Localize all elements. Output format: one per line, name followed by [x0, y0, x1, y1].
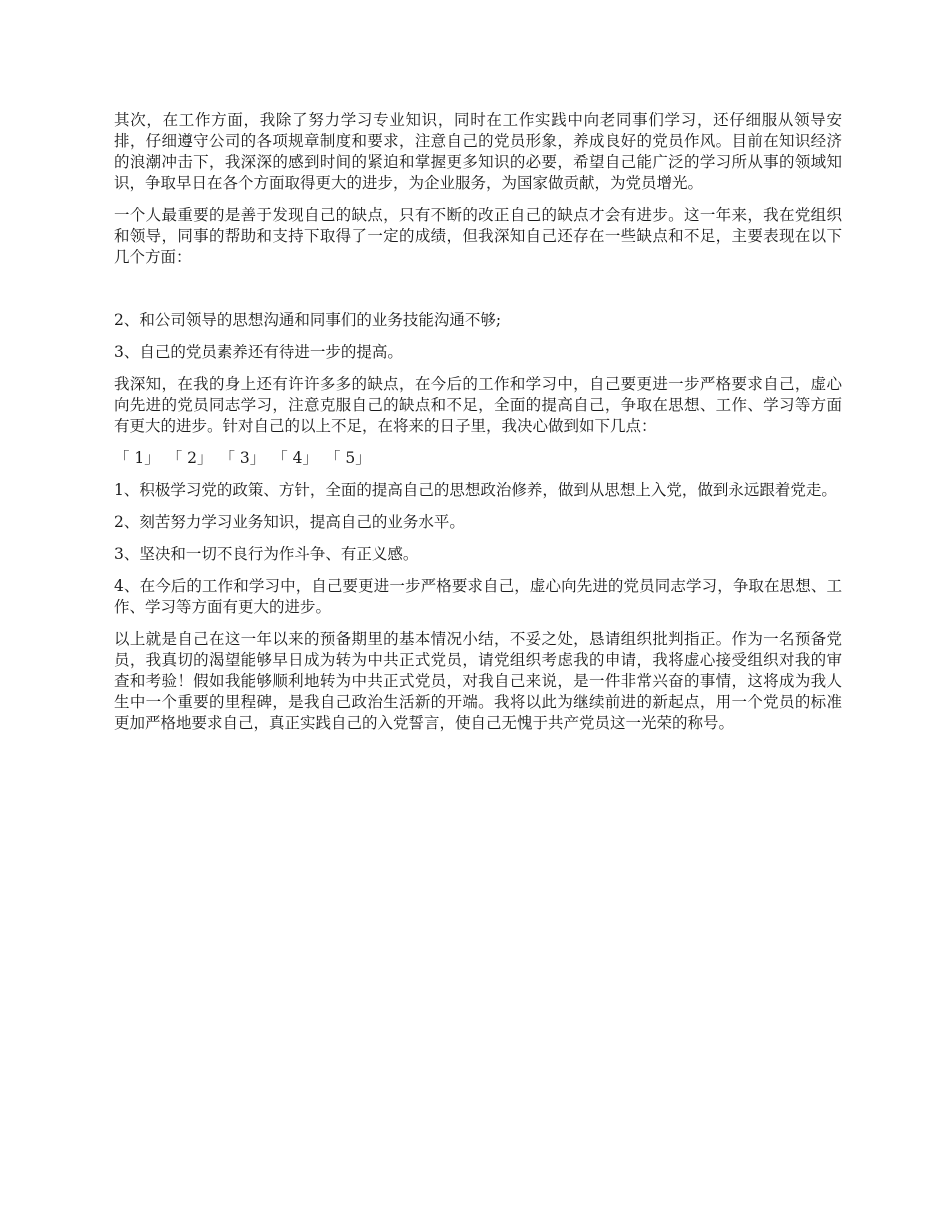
paragraph-work: 其次，在工作方面，我除了努力学习专业知识，同时在工作实践中向老同事们学习，还仔细服从领导安排，仔细遵守公司的各项规章制度和要求，注意自己的党员形象，养成良好的党员作风。目前在知识经济的浪潮冲击下，我深深的感到时间的紧迫和掌握更多知识的必要，希望自己能广泛的学习所从事的领域知识，争取早日在各个方面取得更大的进步，为企业服务，为国家做贡献，为党员增光。 — [114, 111, 842, 192]
resolution-item: 4、在今后的工作和学习中，自己要更进一步严格要求自己，虚心向先进的党员同志学习，争取在思想、工作、学习等方面有更大的进步。 — [114, 577, 842, 616]
resolution-item: 2、刻苦努力学习业务知识，提高自己的业务水平。 — [114, 513, 465, 531]
shortcoming-item: 3、自己的党员素养还有待进一步的提高。 — [114, 343, 403, 361]
marker-3: 「 3」 — [219, 449, 266, 467]
marker-5: 「 5」 — [324, 449, 371, 467]
paragraph-conclusion: 以上就是自己在这一年以来的预备期里的基本情况小结，不妥之处，恳请组织批判指正。作为一名预备党员，我真切的渴望能够早日成为转为中共正式党员，请党组织考虑我的申请，我将虚心接受组织对我的审查和考验！假如我能够顺利地转为中共正式党员，对我自己来说，是一件非常兴奋的事情，这将成为我人生中一个重要的里程碑，是我自己政治生活新的开端。我将以此为继续前进的新起点，用一个党员的标准更加严格地要求自己，真正实践自己的入党誓言，使自己无愧于共产党员这一光荣的称号。 — [114, 630, 842, 732]
blank-space — [114, 279, 842, 310]
paragraph-shortcomings-intro: 一个人最重要的是善于发现自己的缺点，只有不断的改正自己的缺点才会有进步。这一年来，我在党组织和领导，同事的帮助和支持下取得了一定的成绩，但我深知自己还存在一些缺点和不足，主要表现在以下几个方面： — [114, 206, 842, 266]
marker-2: 「 2」 — [166, 449, 213, 467]
paragraph-resolve-intro: 我深知，在我的身上还有许许多多的缺点，在今后的工作和学习中，自己要更进一步严格要求自己，虚心向先进的党员同志学习，注意克服自己的缺点和不足，全面的提高自己，争取在思想、工作、学习等方面有更大的进步。针对自己的以上不足，在将来的日子里，我决心做到如下几点： — [114, 375, 842, 435]
resolution-item: 3、坚决和一切不良行为作斗争、有正义感。 — [114, 545, 419, 563]
marker-4: 「 4」 — [272, 449, 318, 467]
resolution-item: 1、积极学习党的政策、方针，全面的提高自己的思想政治修养，做到从思想上入党，做到永远跟着党走。 — [114, 481, 837, 499]
marker-1: 「 1」 — [114, 449, 160, 467]
shortcoming-item: 2、和公司领导的思想沟通和同事们的业务技能沟通不够; — [114, 311, 502, 329]
document-body — [114, 110, 842, 745]
marker-row — [114, 448, 842, 469]
